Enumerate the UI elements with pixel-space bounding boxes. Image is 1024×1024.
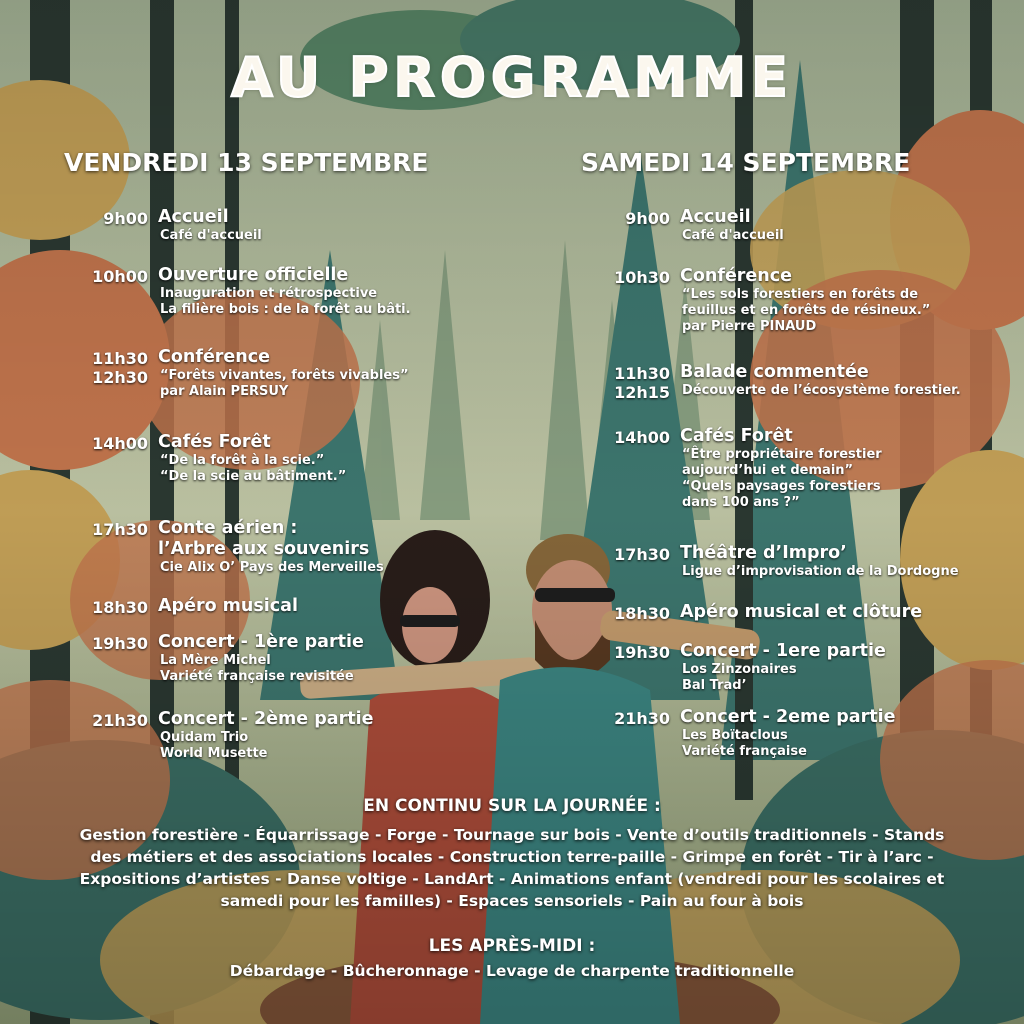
event-times — [614, 709, 670, 728]
continuous-line: Gestion forestière - Équarrissage - Forge - Tournage sur bois - Vente d’outils traditionnels - Stands — [79, 826, 945, 844]
schedule-event — [614, 362, 961, 402]
event-detail: “Être propriétaire forestier — [682, 447, 882, 462]
schedule-event — [614, 543, 959, 580]
event-times — [614, 428, 670, 447]
event-detail: Los Zinzonaires — [682, 662, 797, 677]
event-detail: “De la scie au bâtiment.” — [160, 469, 347, 484]
event-times — [92, 711, 148, 730]
event-detail: Inauguration et rétrospective — [160, 286, 378, 301]
event-times — [625, 209, 670, 228]
event-detail: aujourd’hui et demain” — [682, 463, 854, 478]
event-time: 11h30 — [614, 364, 670, 383]
event-times — [614, 364, 670, 402]
event-detail: Café d'accueil — [682, 228, 784, 243]
event-time: 18h30 — [92, 598, 148, 617]
event-time: 14h00 — [614, 428, 670, 447]
continuous-line: samedi pour les familles) - Espaces sensoriels - Pain au four à bois — [220, 892, 804, 910]
schedule-event — [92, 596, 298, 617]
event-name: Balade commentée — [680, 362, 869, 382]
schedule-event — [92, 432, 347, 485]
event-detail: par Alain PERSUY — [160, 384, 289, 399]
event-times — [92, 634, 148, 653]
event-times — [92, 598, 148, 617]
event-name: Accueil — [680, 207, 751, 227]
continuous-title: EN CONTINU SUR LA JOURNÉE : — [363, 796, 661, 816]
event-time: 21h30 — [614, 709, 670, 728]
event-time: 12h15 — [614, 383, 670, 402]
schedule-event — [92, 709, 374, 762]
event-detail: La Mère Michel — [160, 653, 271, 668]
event-name: Conférence — [158, 347, 271, 367]
event-times — [92, 349, 148, 387]
event-times — [92, 267, 148, 286]
schedule-event — [92, 518, 384, 576]
event-detail: feuillus et en forêts de résineux.” — [682, 303, 931, 318]
saturday-title: SAMEDI 14 SEPTEMBRE — [581, 148, 911, 177]
event-time: 9h00 — [103, 209, 148, 228]
afternoons-title: LES APRÈS-MIDI : — [428, 936, 596, 956]
event-name: Concert - 1ere partie — [680, 641, 886, 661]
event-detail: Cie Alix O’ Pays des Merveilles — [160, 560, 384, 575]
event-detail: Bal Trad’ — [682, 678, 747, 693]
event-name: Conte aérien : — [158, 518, 298, 538]
event-time: 19h30 — [92, 634, 148, 653]
schedule-event — [92, 265, 411, 318]
event-detail: Variété française — [682, 744, 807, 759]
event-name: Ouverture officielle — [158, 265, 349, 285]
event-time: 10h00 — [92, 267, 148, 286]
event-detail: “Les sols forestiers en forêts de — [682, 287, 919, 302]
event-time: 17h30 — [614, 545, 670, 564]
event-detail: Café d'accueil — [160, 228, 262, 243]
schedule-event — [614, 641, 886, 694]
event-name: Accueil — [158, 207, 229, 227]
event-time: 19h30 — [614, 643, 670, 662]
event-name: Concert - 2ème partie — [158, 709, 374, 729]
afternoons-text: Débardage - Bûcheronnage - Levage de charpente traditionnelle — [229, 962, 795, 980]
event-name: Concert - 2eme partie — [680, 707, 896, 727]
event-times — [614, 643, 670, 662]
continuous-activities — [60, 824, 964, 912]
schedule-event — [625, 207, 784, 244]
event-detail: Les Boïtaclous — [682, 728, 788, 743]
friday-title: VENDREDI 13 SEPTEMBRE — [64, 148, 429, 177]
event-times — [614, 545, 670, 564]
event-name: Apéro musical — [158, 596, 298, 616]
event-name: Cafés Forêt — [680, 426, 793, 446]
event-detail: La filière bois : de la forêt au bâti. — [160, 302, 411, 317]
event-detail: par Pierre PINAUD — [682, 319, 817, 334]
event-detail: “Quels paysages forestiers — [682, 479, 881, 494]
event-times — [614, 268, 670, 287]
event-detail: “De la forêt à la scie.” — [160, 453, 325, 468]
schedule-event — [614, 266, 931, 335]
event-time: 11h30 — [92, 349, 148, 368]
event-time: 14h00 — [92, 434, 148, 453]
schedule-event — [92, 632, 364, 685]
event-name: Apéro musical et clôture — [680, 602, 923, 622]
event-detail: World Musette — [160, 746, 268, 761]
event-name-cont: l’Arbre aux souvenirs — [158, 539, 370, 559]
event-detail: Quidam Trio — [160, 730, 249, 745]
afternoons-activities — [60, 960, 964, 982]
event-detail: “Forêts vivantes, forêts vivables” — [160, 368, 409, 383]
event-name: Cafés Forêt — [158, 432, 271, 452]
schedule-event — [614, 707, 896, 760]
event-times — [92, 520, 148, 539]
event-detail: dans 100 ans ?” — [682, 495, 800, 510]
schedule-event — [614, 426, 882, 511]
continuous-line: des métiers et des associations locales - Construction terre-paille - Grimpe en forêt - Tir à l’arc - — [90, 848, 934, 866]
event-time: 21h30 — [92, 711, 148, 730]
event-name: Théâtre d’Impro’ — [680, 543, 847, 563]
event-name: Concert - 1ère partie — [158, 632, 364, 652]
page-title: AU PROGRAMME — [231, 46, 793, 109]
event-times — [614, 604, 670, 623]
event-times — [103, 209, 148, 228]
schedule-event — [103, 207, 262, 244]
event-detail: Variété française revisitée — [160, 669, 354, 684]
schedule-event — [92, 347, 409, 400]
event-times — [92, 434, 148, 453]
event-time: 17h30 — [92, 520, 148, 539]
event-time: 18h30 — [614, 604, 670, 623]
continuous-line: Expositions d’artistes - Danse voltige - LandArt - Animations enfant (vendredi pour les scolaires et — [79, 870, 945, 888]
event-time: 9h00 — [625, 209, 670, 228]
event-detail: Découverte de l’écosystème forestier. — [682, 383, 961, 398]
schedule-event — [614, 602, 923, 623]
event-detail: Ligue d’improvisation de la Dordogne — [682, 564, 959, 579]
event-time: 10h30 — [614, 268, 670, 287]
event-time: 12h30 — [92, 368, 148, 387]
event-name: Conférence — [680, 266, 793, 286]
